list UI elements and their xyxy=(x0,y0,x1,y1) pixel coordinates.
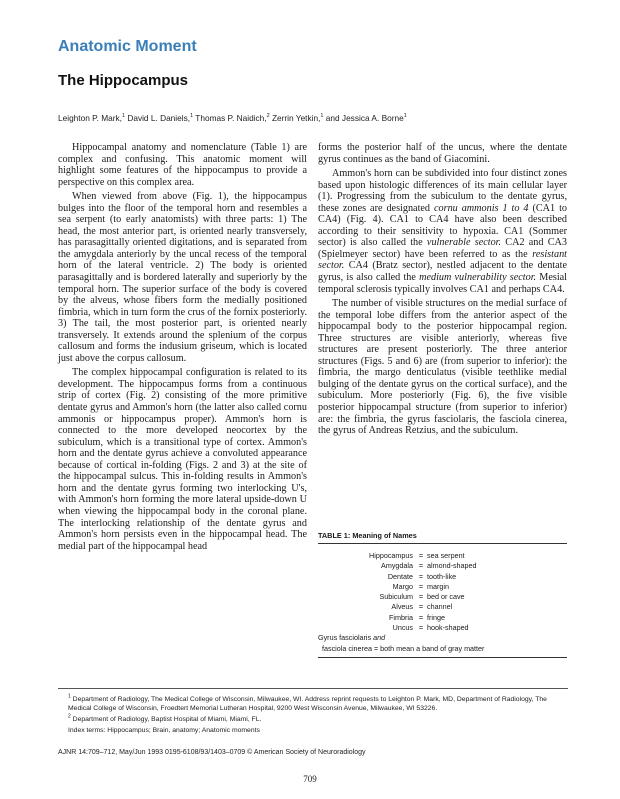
table-title xyxy=(318,531,567,544)
body-column-right xyxy=(318,142,567,440)
footnote-text: Department of Radiology, Baptist Hospital of Miami, Miami, FL. xyxy=(70,716,262,723)
table-row xyxy=(318,582,567,592)
table-equals: = xyxy=(418,571,424,581)
table-meaning: almond-shaped xyxy=(427,561,477,571)
table-row xyxy=(318,551,567,561)
journal-citation: AJNR 14:709–712, May/Jun 1993 0195-6108/93/1403–0709 © American Society of Neuroradiology xyxy=(58,749,366,756)
article-title: The Hippocampus xyxy=(58,72,189,89)
table-term: Subiculum xyxy=(379,592,413,602)
text-run: Ammon's horn can be subdivided into four distinct zones based upon histologic differences of its main cellular layer (1). Progressing from the subiculum to the dentate gyrus, these zones are designated xyxy=(318,168,567,214)
body-column-left xyxy=(58,142,307,555)
table-equals: = xyxy=(418,581,424,591)
footnote xyxy=(58,715,568,724)
table-term: Fimbria xyxy=(389,612,413,622)
emphasis-term: medium vulnerability sector. xyxy=(419,272,537,284)
footnote-mark: 2 xyxy=(68,713,71,720)
emphasis-term: cornu ammonis 1 to 4 xyxy=(433,202,529,214)
table-term: fasciola cinerea xyxy=(322,643,372,653)
table-equals: = xyxy=(418,561,424,571)
table-row xyxy=(318,633,567,643)
footnote-mark: 1 xyxy=(68,693,71,700)
author-affiliation-mark: 1 xyxy=(121,113,126,120)
table-row xyxy=(318,572,567,582)
index-terms: Index terms: Hippocampus; Brain, anatomy; Anatomic moments xyxy=(68,727,260,734)
footnote-text: Department of Radiology, The Medical College of Wisconsin, Milwaukee, WI. Address reprint requests to Leighton P. Mark, MD, Department of Radiology, The Medical College of Wisconsin, Froedtert Memorial Lutheran Hospital, 9200 West Wisconsin Avenue, Milwaukee, WI 53226. xyxy=(68,696,547,712)
body-paragraph xyxy=(318,168,567,295)
body-paragraph: The complex hippocampal configuration is related to its development. The hippocampus forms from a continuous strip of cortex (Fig. 2) consisting of the more primitive dentate gyrus and Ammon's horn (the latter also called cornu ammonis or hippocampus proper). Ammon's horn is connected to the more developed neocortex by the subiculum, which is a transitional type of cortex. Ammon's horn and the dentate gyrus achieve a convoluted appearance because of cortical in-folding (Figs. 2 and 3) at the site of the hippocampal sulcus. This in-folding results in Ammon's horn and the dentate gyrus forming two interlocking U's, with Ammon's horn forming the more lateral upside-down U when viewing the hippocampal body in the coronal plane. The interlocking relationship of the dentate gyrus and Ammon's horn persists even in the hippocampal head. The medial part of the hippocampal head xyxy=(58,367,307,552)
table-term: Alveus xyxy=(391,602,413,612)
author-list xyxy=(58,113,407,123)
table-meaning: bed or cave xyxy=(427,592,465,602)
body-paragraph: The number of visible structures on the medial surface of the temporal lobe differs from the anterior aspect of the hippocampal body to the posterior hippocampal region. Three structures are visible anteriorly, whereas five structures are present posteriorly. The three anterior structures (Figs. 5 and 6) are (from superior to inferior): the fimbria, the margo denticulatus (visible teethlike medial bulging of the dentate gyrus on the cortical surface), and the subiculum. More posteriorly (Fig. 6), the five visible posterior hippocampal structure (from superior to inferior) are: the fimbria, the gyrus fasciolaris, the fasciola cinerea, the gyrus of Andreas Retzius, and the subiculum. xyxy=(318,298,567,437)
text-run: CA4 (Bratz sector), nestled adjacent to the dentate gyrus, is also called the xyxy=(318,260,567,284)
table-row xyxy=(318,623,567,633)
table-conjunction: and xyxy=(373,633,386,643)
table-row xyxy=(318,644,567,654)
author: David L. Daniels, xyxy=(125,113,191,123)
table-caption: Meaning of Names xyxy=(352,531,417,540)
table-meaning: channel xyxy=(427,602,453,612)
table-term: Amygdala xyxy=(381,561,413,571)
table-row xyxy=(318,613,567,623)
body-paragraph: Hippocampal anatomy and nomenclature (Table 1) are complex and confusing. This anatomic moment will highlight some features of the hippocampus to provide a perspective on this complex area. xyxy=(58,142,307,188)
table-row xyxy=(318,592,567,602)
footnote xyxy=(58,695,568,713)
text-run: CA2 and CA3 (Spielmeyer sector) have been referred to as the xyxy=(318,237,567,260)
text-run: Mesial temporal sclerosis typically involves CA1 and perhaps CA4. xyxy=(318,272,568,295)
author: Zerrin Yetkin, xyxy=(269,113,321,123)
table-meaning: hook-shaped xyxy=(427,623,469,633)
table-equals: = xyxy=(418,592,424,602)
emphasis-term: resistant sector. xyxy=(318,248,567,272)
table-meaning: margin xyxy=(427,581,449,591)
footnotes xyxy=(58,688,568,737)
table-label: TABLE 1: xyxy=(318,531,351,540)
text-run: (CA1 to CA4) (Fig. 4). CA1 to CA4 have also been described according to their sensitivity to hypoxia. CA1 (Sommer sector) is also called the xyxy=(318,202,568,249)
page-number: 709 xyxy=(303,774,317,784)
table-equals: = xyxy=(418,623,424,633)
table-term: Margo xyxy=(392,581,413,591)
table-meaning: both mean a band of gray matter xyxy=(380,643,485,653)
body-paragraph: forms the posterior half of the uncus, where the dentate gyrus continues as the band of Giacomini. xyxy=(318,142,567,165)
table-term: Dentate xyxy=(387,571,413,581)
table-term: Uncus xyxy=(392,623,413,633)
author: Thomas P. Naidich, xyxy=(193,113,267,123)
table-meaning: tooth-like xyxy=(427,571,457,581)
section-label: Anatomic Moment xyxy=(58,38,197,55)
author-affiliation-mark: 1 xyxy=(190,113,194,120)
author-affiliation-mark: 1 xyxy=(320,113,324,120)
table-meaning: sea serpent xyxy=(427,551,465,560)
table-equals: = xyxy=(418,551,424,560)
author-affiliation-mark: 2 xyxy=(266,113,270,120)
body-paragraph: When viewed from above (Fig. 1), the hippocampus bulges into the floor of the temporal horn and resembles a sea serpent (to early anatomists) with three parts: 1) The head, the most anterior part, is oriented nearly transversely, has parasagittally oriented digitations, and is separated from the amygdala anteriorly by the uncal recess of the temporal horn of the lateral ventricle. 2) The body is oriented parasagittally and is bordered laterally and superiorly by the temporal horn. The superior surface of the body is covered by the alveus, whose fibers form the medially positioned fimbria, which in turn form the crus of the fornix posteriorly. 3) The tail, the most posterior part, is oriented nearly transversely. It extends around the splenium of the corpus callosum and forms the indusium griseum, which is located just above the corpus callosum. xyxy=(58,191,307,364)
emphasis-term: vulnerable sector. xyxy=(426,237,502,249)
table-row xyxy=(318,602,567,612)
table-meaning: fringe xyxy=(427,612,445,622)
names-table xyxy=(318,531,567,658)
table-body xyxy=(318,544,567,658)
table-term: Hippocampus xyxy=(369,551,413,560)
table-row xyxy=(318,561,567,571)
author-affiliation-mark: 1 xyxy=(403,113,407,120)
table-term: Gyrus fasciolaris xyxy=(318,633,372,643)
table-equals: = xyxy=(418,612,424,622)
table-equals: = xyxy=(373,643,379,653)
author: and Jessica A. Borne xyxy=(323,113,404,123)
table-equals: = xyxy=(418,602,424,612)
author: Leighton P. Mark, xyxy=(58,113,122,123)
